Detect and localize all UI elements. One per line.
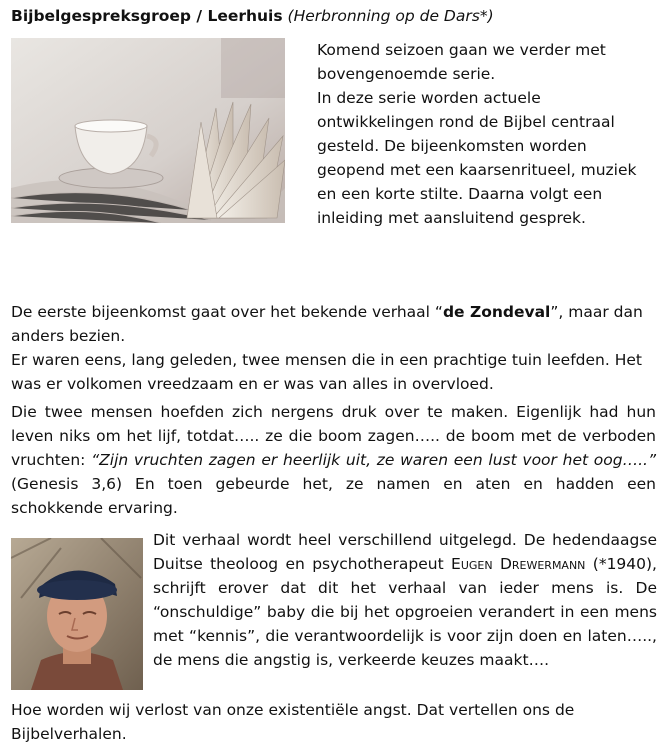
story-paragraph-2 (11, 400, 656, 520)
genesis-quote: “Zijn vruchten zagen er heerlijk uit, ze waren een lust voor het oog…..” (91, 451, 656, 469)
first-meeting-text: De eerste bijeenkomst gaat over het bekende verhaal “ (11, 303, 443, 321)
portrait-photo (11, 538, 143, 690)
closing-paragraph: Hoe worden wij verlost van onze existentiële angst. Dat vertellen ons de Bijbelverhalen. (11, 701, 575, 743)
explanation-text-end: (*1940), schrijft erover dat dit het verhaal van ieder mens is. De “onschuldige” baby die bij het opgroeien verandert in een mens met “kennis”, die verantwoordelijk is voor zijn doen en laten….., de mens die angstig is, verkeerde keuzes maakt…. (153, 555, 657, 669)
intro-section (11, 38, 656, 294)
heading-separator: / Leerhuis (190, 7, 283, 25)
intro-paragraph: In deze serie worden actuele ontwikkelingen rond de Bijbel centraal gesteld. De bijeenkomsten worden geopend met een kaarsenritueel, muziek en een korte stilte. Daarna volgt een inleiding met aansluitend gesprek. (317, 89, 637, 227)
first-meeting-topic: de Zondeval (442, 303, 551, 321)
story-2-text-end: (Genesis 3,6) En toen gebeurde het, ze namen en aten en hadden een schokkende ervaring. (11, 475, 656, 517)
intro-paragraph: Komend seizoen gaan we verder met bovengenoemde serie. (317, 41, 606, 83)
author-name: Eugen Drewermann (451, 555, 586, 573)
first-meeting-text-end: ”, maar dan anders bezien. (11, 303, 643, 345)
explanation-text-start: Dit verhaal wordt heel verschillend uitgelegd. De hedendaagse Duitse theoloog en psychotherapeut (153, 531, 657, 573)
heading-subtitle: (Herbronning op de Dars*) (287, 7, 494, 25)
first-meeting-paragraph (11, 300, 656, 348)
explanation-paragraph (153, 528, 657, 672)
story-2-text: Die twee mensen hoefden zich nergens druk over te maken. Eigenlijk had hun leven niks om het lijf, totdat….. ze die boom zagen….. de boom met de verboden vruchten: (11, 403, 656, 469)
heading-title: Bijbelgespreksgroep (11, 7, 191, 25)
article (11, 6, 656, 746)
teacup-book-photo (11, 38, 285, 223)
article-heading (11, 6, 656, 26)
explanation-section (11, 528, 656, 698)
intro-text (317, 38, 657, 230)
explanation-text (153, 528, 657, 672)
story-paragraph-1: Er waren eens, lang geleden, twee mensen die in een prachtige tuin leefden. Het was er volkomen vreedzaam en er was van alles in overvloed. (11, 351, 642, 393)
